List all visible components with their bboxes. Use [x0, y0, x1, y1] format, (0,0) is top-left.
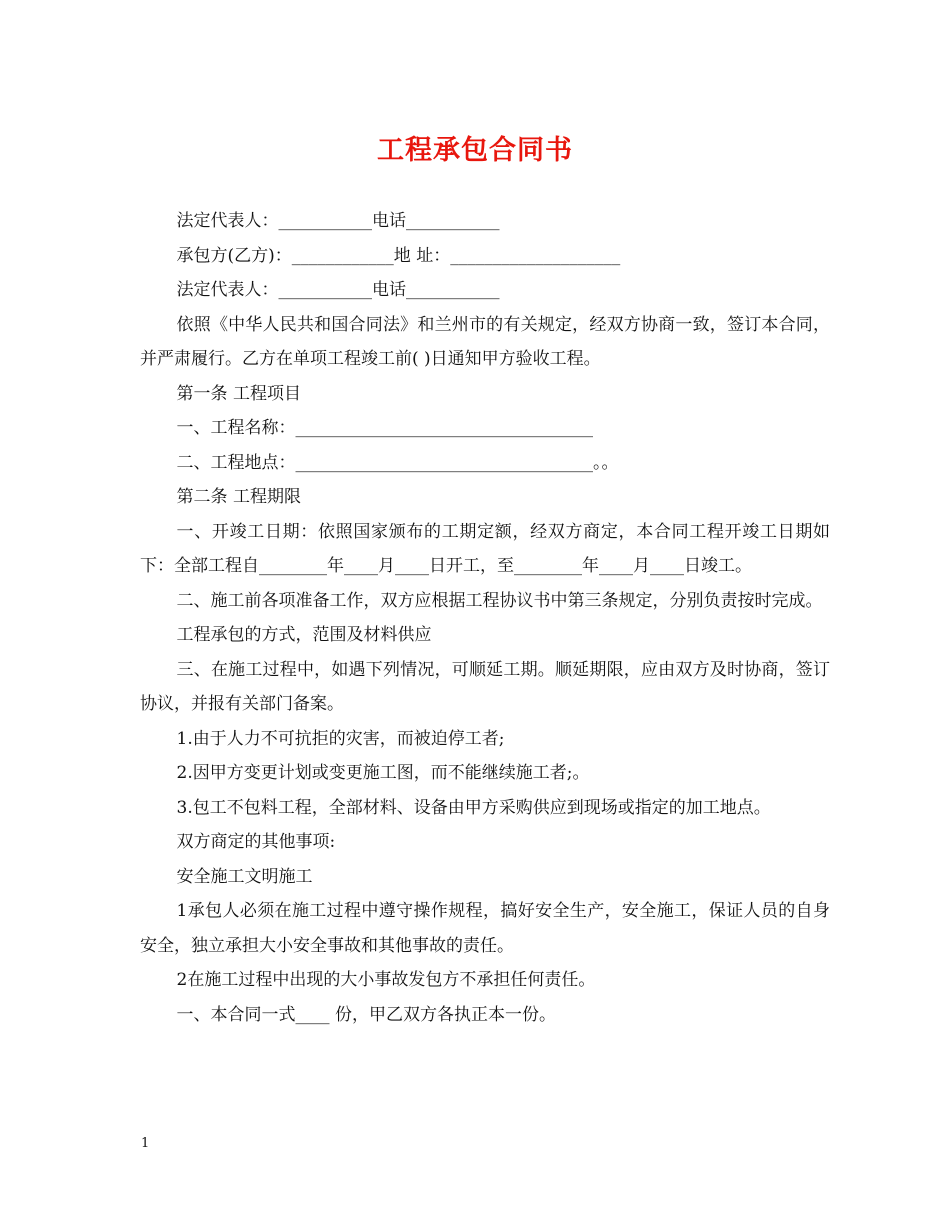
paragraph-legal-rep-2: 法定代表人：___________电话___________ — [176, 280, 500, 300]
page-number: 1 — [141, 1136, 150, 1151]
heading-article-2: 第二条 工程期限 — [176, 487, 301, 507]
list-item-1: 1.由于人力不可抗拒的灾害，而被迫停工者; — [176, 728, 505, 749]
paragraph-copies: 一、本合同一式____ 份，甲乙双方各执正本一份。 — [176, 1004, 556, 1025]
list-item-2: 2.因甲方变更计划或变更施工图，而不能继续施工者;。 — [176, 763, 590, 783]
document-title: 工程承包合同书 — [377, 135, 573, 166]
heading-article-1: 第一条 工程项目 — [176, 383, 301, 404]
paragraph-start-end-dates: 一、开竣工日期：依照国家颁布的工期定额，经双方商定，本合同工程开竣工日期如下：全部工程自________年____月____日开工，至________年____月____日竣工。 — [140, 521, 830, 576]
document-body — [140, 204, 830, 1032]
paragraph-safety-2: 2在施工过程中出现的大小事故发包方不承担任何责任。 — [176, 970, 596, 990]
heading-other-matters: 双方商定的其他事项: — [176, 832, 336, 852]
paragraph-preamble: 依照《中华人民共和国合同法》和兰州市的有关规定，经双方协商一致，签订本合同，并严肃履行。乙方在单项工程竣工前( )日通知甲方验收工程。 — [140, 314, 830, 369]
list-item-3: 3.包工不包料工程，全部材料、设备由甲方采购供应到现场或指定的加工地点。 — [176, 797, 771, 818]
paragraph-preparation: 二、施工前各项准备工作，双方应根据工程协议书中第三条规定，分别负责按时完成。 — [176, 590, 823, 611]
paragraph-extension: 三、在施工过程中，如遇下列情况，可顺延工期。顺延期限，应由双方及时协商，签订协议，并报有关部门备案。 — [140, 659, 830, 714]
heading-contract-method: 工程承包的方式，范围及材料供应 — [176, 625, 432, 645]
paragraph-project-name: 一、工程名称：___________________________________ — [176, 418, 594, 438]
heading-safety: 安全施工文明施工 — [176, 866, 313, 887]
paragraph-legal-rep-1: 法定代表人：___________电话___________ — [176, 211, 500, 231]
paragraph-contractor: 承包方(乙方)：____________地 址：____________________ — [176, 245, 621, 266]
paragraph-project-location: 二、工程地点：___________________________________。。 — [176, 452, 619, 473]
paragraph-safety-1: 1承包人必须在施工过程中遵守操作规程，搞好安全生产，安全施工，保证人员的自身安全，独立承担大小安全事故和其他事故的责任。 — [140, 901, 830, 956]
